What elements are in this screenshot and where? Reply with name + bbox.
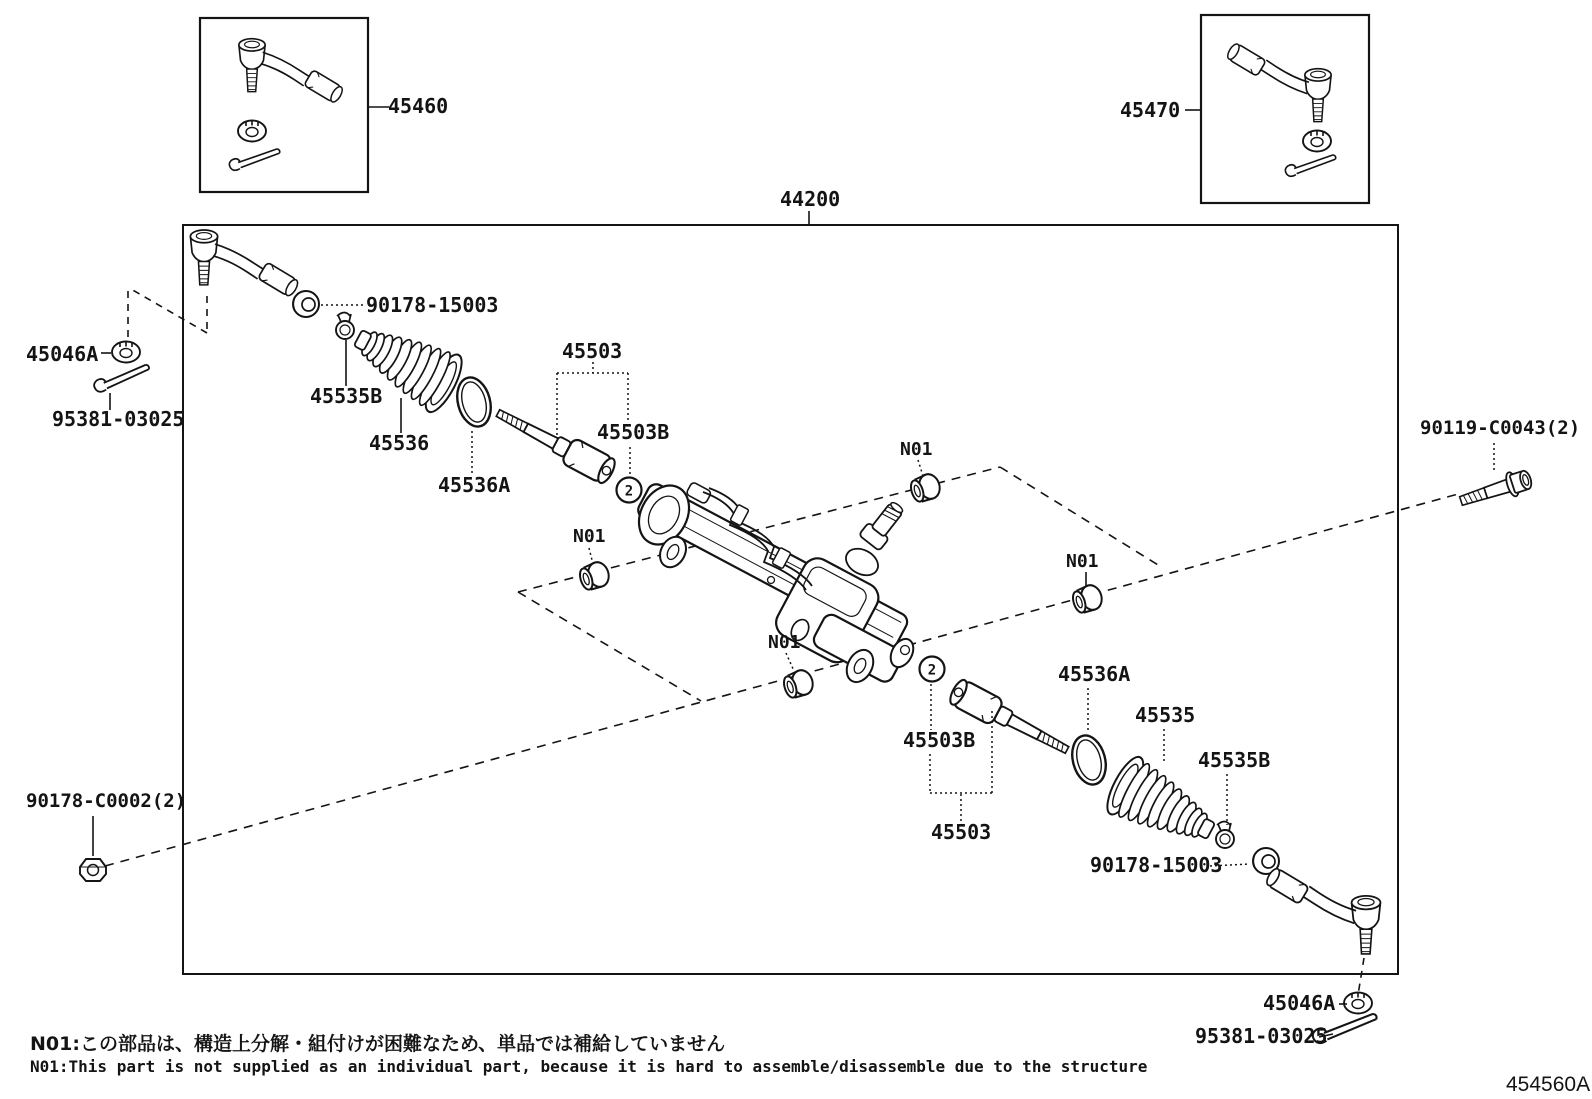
- svg-text:2: 2: [624, 483, 634, 500]
- note-ref-n01-right: N01: [1066, 551, 1099, 572]
- boot-clamp-icon-lower: [1216, 822, 1234, 849]
- note-ref-n01-bottom: N01: [768, 632, 801, 653]
- dotted-leader-lines: [321, 305, 1494, 866]
- mount-bolt-icon: [1457, 467, 1534, 513]
- footnote-english: N01:This part is not supplied as an individual part, because it is hard to assemble/disassemble due to the structure: [30, 1057, 1148, 1076]
- part-label-45535[interactable]: 45535: [1135, 703, 1196, 727]
- part-label-45536[interactable]: 45536: [369, 431, 430, 455]
- note-ref-n01-left: N01: [573, 526, 606, 547]
- part-label-45503-lower[interactable]: 45503: [931, 820, 992, 844]
- part-label-45046A-upper[interactable]: 45046A: [26, 342, 99, 366]
- svg-text:2: 2: [927, 662, 937, 679]
- part-label-90178-C0002[interactable]: 90178-C0002(2): [26, 790, 187, 812]
- part-label-45536A-upper[interactable]: 45536A: [438, 473, 511, 497]
- service-kit-box-left: [200, 18, 368, 192]
- bushing-icon-top-right: [908, 472, 943, 505]
- grommet-icon-upper: [293, 291, 319, 317]
- tie-rod-end-drawing-lower: [1264, 866, 1380, 954]
- part-label-45503-upper[interactable]: 45503: [562, 339, 623, 363]
- mounting-axis-dashed-lines: [105, 467, 1458, 866]
- mount-nut-icon: [80, 859, 106, 881]
- part-label-45536A-lower[interactable]: 45536A: [1058, 662, 1131, 686]
- note-ref-n01-top-right: N01: [900, 439, 933, 460]
- figure-code: 454560A: [1506, 1073, 1591, 1096]
- steering-gear-assembly-drawing: [617, 471, 926, 690]
- part-label-45460[interactable]: 45460: [388, 94, 449, 118]
- part-label-45535B-upper[interactable]: 45535B: [310, 384, 383, 408]
- part-label-45503B-upper[interactable]: 45503B: [597, 420, 670, 444]
- service-kit-box-right: [1201, 15, 1369, 203]
- part-label-95381-03025-lower[interactable]: 95381-03025: [1195, 1024, 1328, 1048]
- clamp-ring-icon-upper: [452, 374, 496, 431]
- part-label-44200[interactable]: 44200: [780, 187, 841, 211]
- boxed-part-right-drawing: [1225, 42, 1337, 177]
- cotter-pin-icon-upper: [92, 364, 152, 393]
- claw-washer-icon-upper: [617, 478, 642, 503]
- tie-rod-end-drawing-upper: [190, 230, 300, 298]
- part-label-90119-C0043[interactable]: 90119-C0043(2): [1420, 417, 1581, 439]
- part-label-45046A-lower[interactable]: 45046A: [1263, 991, 1336, 1015]
- bushing-icon-bottom: [781, 668, 816, 701]
- castle-nut-icon-upper: [112, 342, 140, 363]
- bushing-icon-left: [577, 560, 612, 593]
- boxed-part-left-drawing: [228, 39, 345, 171]
- part-label-45503B-lower[interactable]: 45503B: [903, 728, 976, 752]
- part-label-90178-15003-upper[interactable]: 90178-15003: [366, 293, 499, 317]
- castle-nut-icon-lower: [1344, 993, 1372, 1014]
- clamp-ring-icon-lower: [1067, 732, 1111, 789]
- footnote-japanese: N01:この部品は、構造上分解・組付けが困難なため、単品では補給していません: [30, 1033, 726, 1055]
- part-label-45535B-lower[interactable]: 45535B: [1198, 748, 1271, 772]
- bushing-icon-right: [1070, 583, 1105, 616]
- part-label-90178-15003-lower[interactable]: 90178-15003: [1090, 853, 1223, 877]
- part-label-45470[interactable]: 45470: [1120, 98, 1181, 122]
- solid-leader-lines: [93, 107, 1347, 1037]
- claw-washer-icon-lower: [920, 657, 945, 682]
- boot-clamp-icon-upper: [336, 313, 354, 340]
- part-label-95381-03025-upper[interactable]: 95381-03025: [52, 407, 185, 431]
